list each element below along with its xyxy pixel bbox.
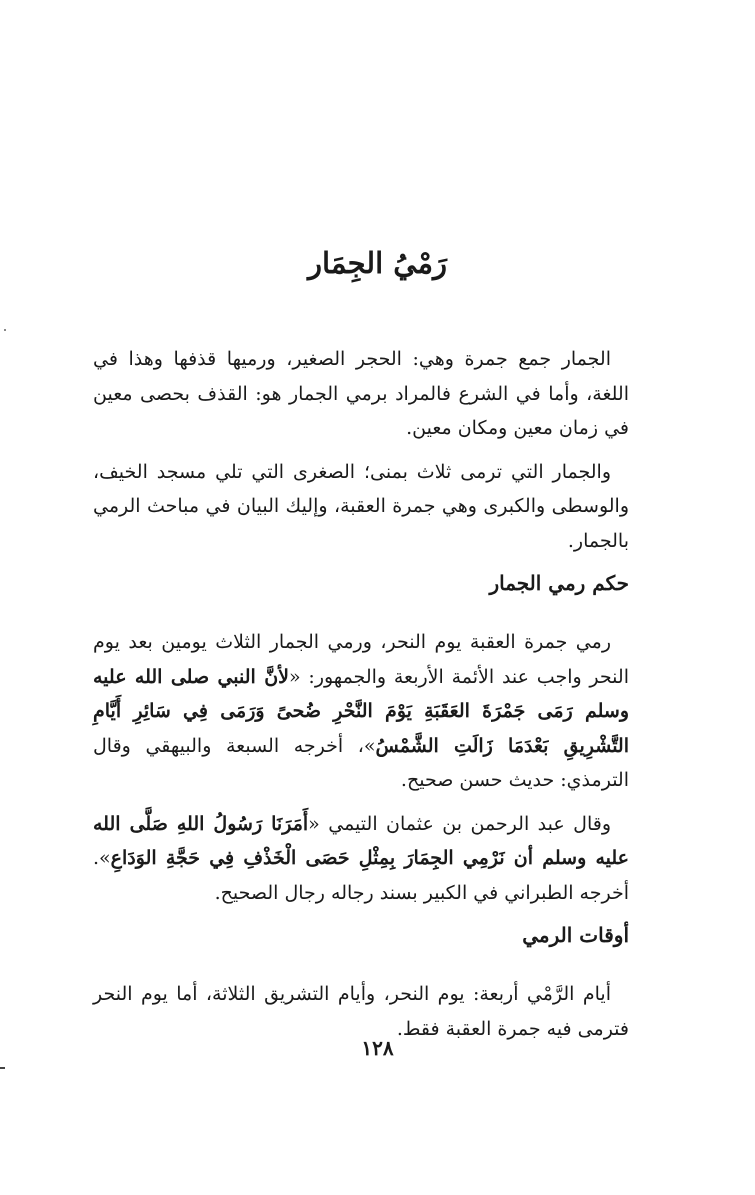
ruling-text-after: »، أخرجه السبعة والبيهقي وقال الترمذي: حديث حسن صحيح. (93, 734, 629, 791)
page-number: ١٢٨ (361, 1036, 394, 1060)
body-text (93, 342, 629, 1055)
hadith-quote: لأنَّ النبي صلى الله عليه وسلم رَمَى جَمْرَةَ العَقَبَةِ يَوْمَ النَّحْرِ ضُحىً وَرَمَى فِي سَائِرِ أَيَّامِ التَّشْرِيقِ بَعْدَمَا زَالَتِ الشَّمْسُ (93, 665, 629, 757)
section-heading-ruling: حكم رمي الجمار (489, 571, 629, 595)
hadith-quote-2: أَمَرَنَا رَسُولُ اللهِ صَلَّى الله عليه وسلم أن نَرْمِي الجِمَارَ بِمِثْلِ حَصَى الْخَذْفِ فِي حَجَّةِ الوَدَاعِ (93, 812, 629, 869)
paragraph-jamarat: والجمار التي ترمى ثلاث بمنى؛ الصغرى التي تلي مسجد الخيف، والوسطى والكبرى وهي جمرة العقبة، وإليك البيان في مباحث الرمي بالجمار. (93, 460, 629, 552)
tamimi-text-before: وقال عبد الرحمن بن عثمان التيمي « (308, 812, 612, 835)
scan-edge-mark (0, 1067, 5, 1069)
ruling-text-before: رمي جمرة العقبة يوم النحر، ورمي الجمار الثلاث يومين بعد يوم النحر واجب عند الأئمة الأربعة والجمهور: « (93, 631, 629, 688)
scan-speck (4, 329, 6, 331)
paragraph-definition: الجمار جمع جمرة وهي: الحجر الصغير، ورميها قذفها وهذا في اللغة، وأما في الشرع فالمراد برمي الجمار هو: القذف بحصى معين في زمان معين ومكان معين. (93, 348, 629, 439)
paragraph-times: أيام الرَّمْي أربعة: يوم النحر، وأيام التشريق الثلاثة، أما يوم النحر فترمى فيه جمرة العقبة فقط. (93, 983, 629, 1040)
section-heading-times: أوقات الرمي (522, 923, 629, 947)
tamimi-text-after: ». أخرجه الطبراني في الكبير بسند رجاله رجال الصحيح. (93, 847, 629, 904)
paragraph-ruling (93, 625, 629, 798)
chapter-title: رَمْيُ الجِمَار (307, 246, 448, 280)
paragraph-tamimi (93, 807, 629, 911)
